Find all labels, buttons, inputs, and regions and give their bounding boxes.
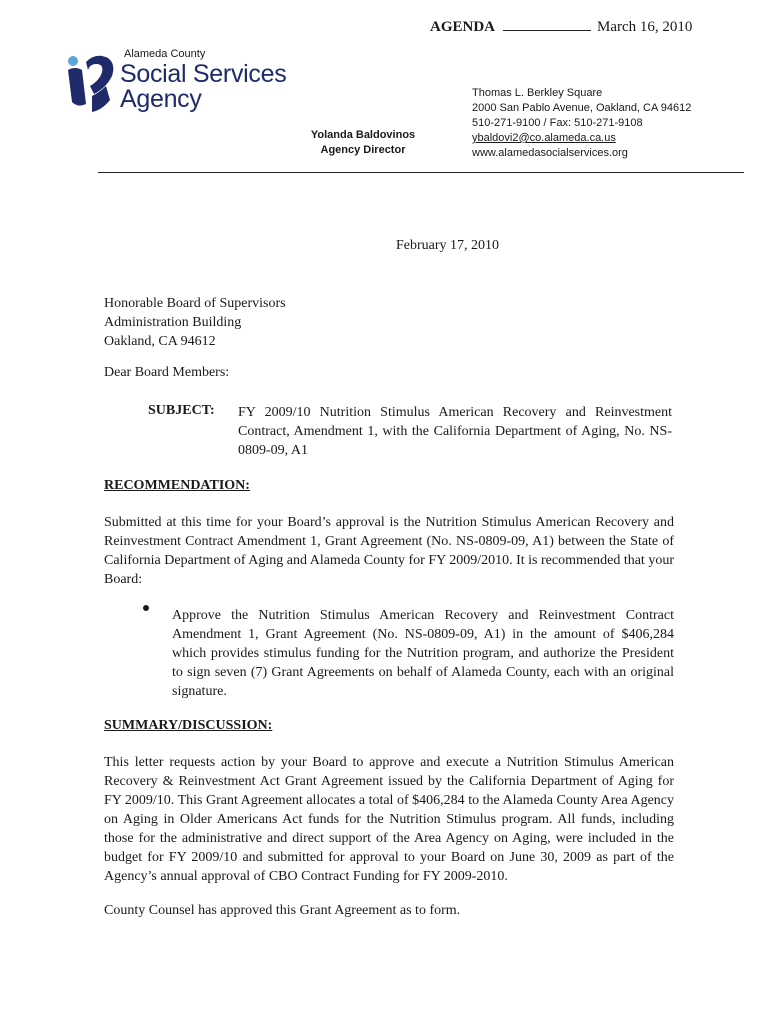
recommendation-heading: RECOMMENDATION: [104,478,250,493]
county-name: Alameda County [124,48,206,60]
email-link[interactable]: ybaldovi2@co.alameda.ca.us [472,132,616,144]
recipient-line: Honorable Board of Supervisors [104,296,286,311]
address-line: 510-271-9100 / Fax: 510-271-9108 [472,117,643,129]
subject-label: SUBJECT: [148,403,215,418]
summary-heading: SUMMARY/DISCUSSION: [104,718,273,733]
recommendation-paragraph: Submitted at this time for your Board’s approval is the Nutrition Stimulus American Recovery and Reinvestment Contract Amendment 1, Grant Agreement (No. NS-0809-09, A1) between the State of California Department of Aging and Alameda County for FY 2009/2010. It is recommended that your Board: [104,515,674,587]
header-divider [98,172,744,173]
director-title: Agency Director [320,144,406,156]
agency-name-line1: Social Services [120,60,287,88]
agenda-line [430,18,692,36]
recipient-line: Administration Building [104,315,242,330]
subject-text: FY 2009/10 Nutrition Stimulus American Recovery and Reinvestment Contract, Amendment 1, with the California Department of Aging, No. NS-0809-09, A1 [238,405,672,458]
agency-logo-icon [66,50,118,120]
recommendation-bullet: Approve the Nutrition Stimulus American Recovery and Reinvestment Contract Amendment 1, Grant Agreement (No. NS-0809-09, A1) in the amount of $406,284 which provides stimulus funding for the Nutrition program, and authorize the President to sign seven (7) Grant Agreements on behalf of Alameda County, each with an original signature. [172,608,674,699]
director-name: Yolanda Baldovinos [310,129,416,141]
agenda-date: March 16, 2010 [597,19,693,35]
recipient-address [104,294,286,351]
counsel-paragraph: County Counsel has approved this Grant Agreement as to form. [104,903,461,918]
agency-name [120,62,286,112]
address-line: 2000 San Pablo Avenue, Oakland, CA 94612 [472,102,692,114]
letter-date: February 17, 2010 [396,238,500,253]
agency-address [472,86,691,161]
salutation: Dear Board Members: [104,365,230,380]
agency-name-line2: Agency [120,85,202,113]
bullet-icon [143,605,149,611]
agenda-blank [503,18,591,31]
recipient-line: Oakland, CA 94612 [104,334,216,349]
website-link[interactable]: www.alamedasocialservices.org [472,147,628,159]
director-block [288,128,438,158]
address-line: Thomas L. Berkley Square [472,87,603,99]
summary-paragraph: This letter requests action by your Board to approve and execute a Nutrition Stimulus American Recovery & Reinvestment Act Grant Agreement issued by the California Department of Aging for FY 2009/10. This Grant Agreement allocates a total of $406,284 to the Alameda County Area Agency on Aging in Older Americans Act funds for the Nutrition Stimulus program. All funds, including those for the administrative and direct support of the Area Agency on Aging, were included in the budget for FY 2009/10 and submitted for approval to your Board on June 30, 2009 as part of the Agency’s annual approval of CBO Contract Funding for FY 2009-2010. [104,755,674,884]
agenda-label: AGENDA [430,19,496,35]
